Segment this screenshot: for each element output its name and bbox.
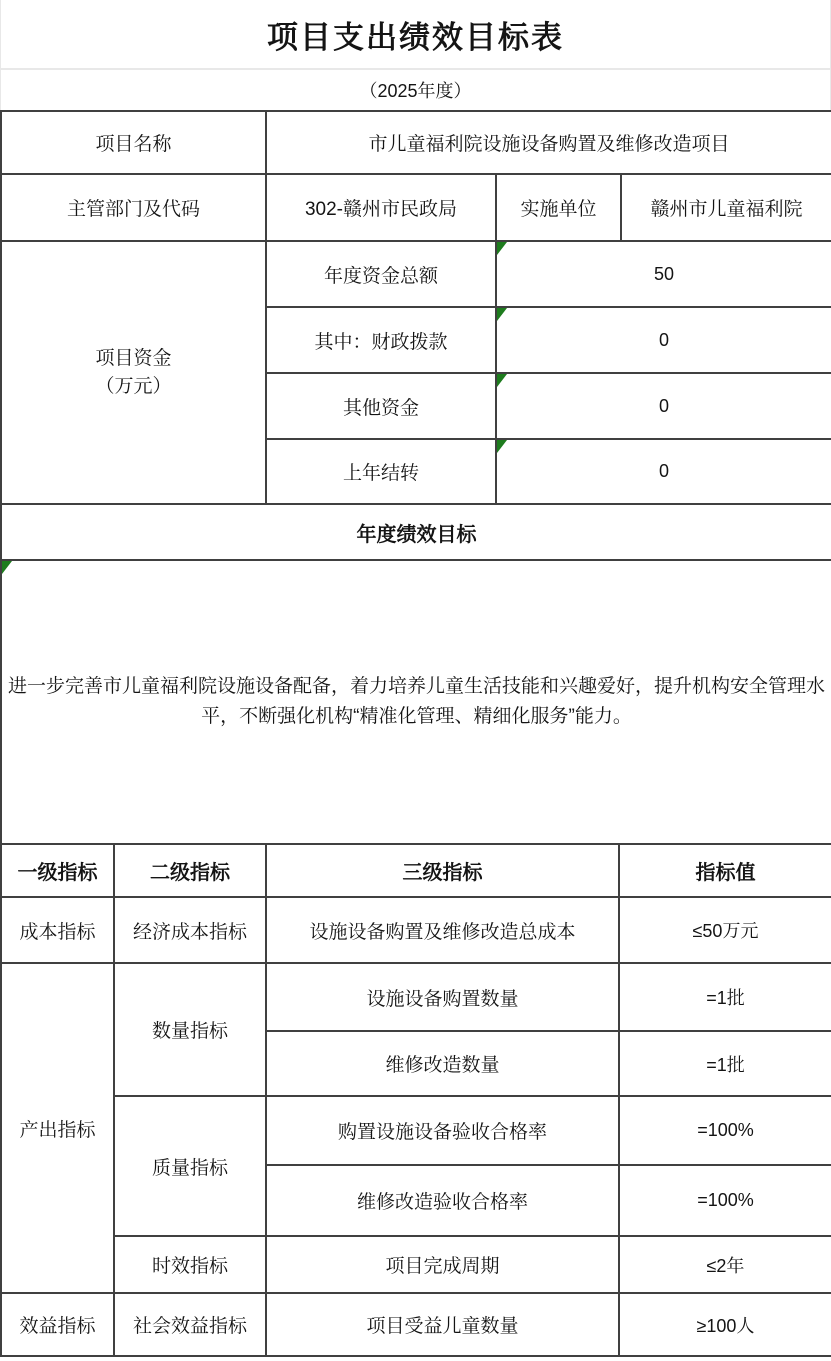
cost-level3-cell: 设施设备购置及维修改造总成本 [266,897,619,963]
project-name-label-cell: 项目名称 [1,111,266,174]
annual-goal-content-cell [1,560,831,844]
quality-level3-cell: 维修改造验收合格率 [266,1165,619,1236]
cost-level2-cell: 经济成本指标 [114,897,266,963]
annual-goal-text: 进一步完善市儿童福利院设施设备配备，着力培养儿童生活技能和兴趣爱好，提升机构安全管理水平，不断强化机构“精准化管理、精细化服务”能力。 [8,675,826,727]
fund-value-text: 0 [659,395,670,416]
funds-label-line2: （万元） [95,375,172,397]
time-level2-cell: 时效指标 [114,1236,266,1293]
benefit-level2-cell: 社会效益指标 [114,1293,266,1356]
fund-row-value [496,241,831,307]
fund-value-text: 0 [659,329,670,350]
cell-flag-triangle-icon [497,308,507,321]
page-subtitle: （2025年度） [0,70,831,110]
quantity-value-cell: =1批 [619,963,831,1031]
time-value-cell: ≤2年 [619,1236,831,1293]
fund-row-label: 上年结转 [266,439,496,504]
header-level1-cell: 一级指标 [1,844,114,897]
fund-row-label: 其他资金 [266,373,496,439]
fund-value-text: 50 [653,263,675,284]
benefit-level1-cell: 效益指标 [1,1293,114,1356]
cell-flag-triangle-icon [2,561,12,574]
quantity-level2-cell: 数量指标 [114,963,266,1096]
header-level3-cell: 三级指标 [266,844,619,897]
quality-level3-cell: 购置设施设备验收合格率 [266,1096,619,1165]
time-level3-cell: 项目完成周期 [266,1236,619,1293]
quantity-level3-cell: 维修改造数量 [266,1031,619,1096]
quantity-value-cell: =1批 [619,1031,831,1096]
cost-level1-cell: 成本指标 [1,897,114,963]
funds-label-cell [1,241,266,504]
fund-value-text: 0 [659,461,670,481]
cell-flag-triangle-icon [497,242,507,255]
output-level1-cell: 产出指标 [1,963,114,1293]
header-value-cell: 指标值 [619,844,831,897]
quality-level2-cell: 质量指标 [114,1096,266,1236]
department-value-cell: 302-赣州市民政局 [266,174,496,241]
unit-value-cell: 赣州市儿童福利院 [621,174,831,241]
quality-value-cell: =100% [619,1096,831,1165]
project-name-value-cell: 市儿童福利院设施设备购置及维修改造项目 [266,111,831,174]
header-level2-cell: 二级指标 [114,844,266,897]
quantity-level3-cell: 设施设备购置数量 [266,963,619,1031]
indicators-table [0,843,831,1357]
fund-row-label: 年度资金总额 [266,241,496,307]
funds-label-line1: 项目资金 [95,347,172,369]
cell-flag-triangle-icon [497,440,507,453]
cost-value-cell: ≤50万元 [619,897,831,963]
annual-goal-header-cell: 年度绩效目标 [1,504,831,560]
quality-value-cell: =100% [619,1165,831,1236]
fund-row-value [496,439,831,504]
page-title: 项目支出绩效目标表 [0,0,831,70]
department-label-cell: 主管部门及代码 [1,174,266,241]
fund-row-value [496,307,831,373]
fund-row-value [496,373,831,439]
project-info-table [0,110,831,845]
unit-label-cell: 实施单位 [496,174,621,241]
fund-row-label: 其中：财政拨款 [266,307,496,373]
benefit-value-cell: ≥100人 [619,1293,831,1356]
cell-flag-triangle-icon [497,374,507,387]
benefit-level3-cell: 项目受益儿童数量 [266,1293,619,1356]
